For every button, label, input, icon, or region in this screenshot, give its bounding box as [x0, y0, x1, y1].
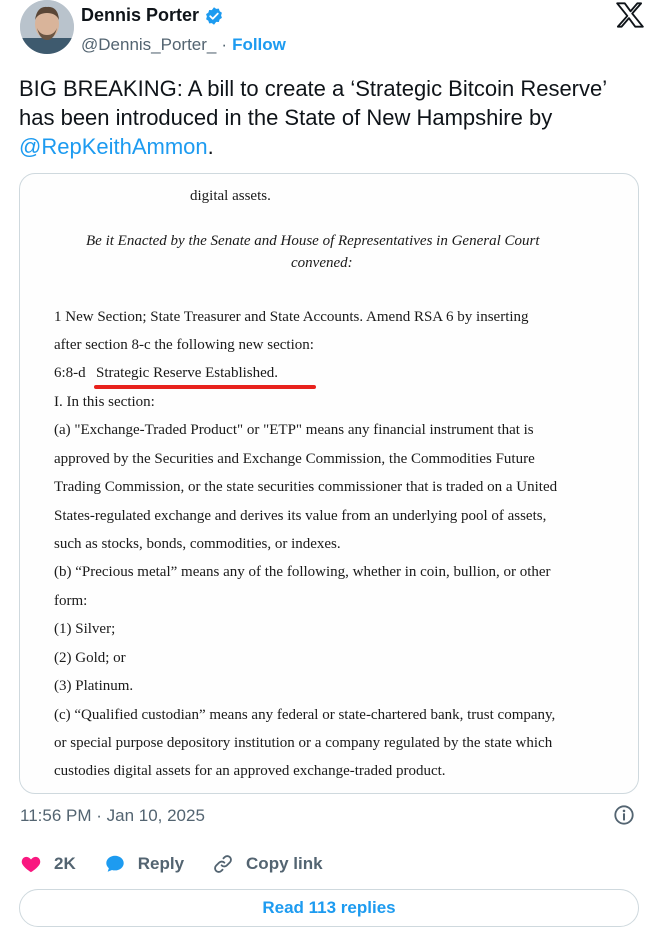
verified-badge-icon [204, 6, 224, 26]
doc-line: (b) “Precious metal” means any of the following, whether in coin, bullion, or other [54, 564, 551, 580]
reply-label: Reply [137, 854, 185, 873]
doc-line: or special purpose depository institution or a company regulated by the state which [54, 735, 553, 751]
doc-line: approved by the Securities and Exchange Commission, the Commodities Future [54, 451, 535, 467]
read-replies-button[interactable]: Read 113 replies [19, 889, 639, 927]
display-name[interactable]: Dennis Porter [81, 5, 200, 25]
author-handle[interactable]: @Dennis_Porter_ [81, 35, 217, 54]
doc-line: I. In this section: [54, 394, 155, 410]
doc-line: after section 8-c the following new section: [54, 337, 314, 353]
doc-line: States-regulated exchange and derives its value from an underlying pool of assets, [54, 508, 547, 524]
doc-list-item: (2) Gold; or [54, 650, 126, 666]
doc-line: form: [54, 593, 88, 609]
reply-button[interactable] [104, 853, 184, 875]
doc-line: such as stocks, bonds, commodities, or indexes. [54, 536, 341, 552]
doc-enactment-line: Be it Enacted by the Senate and House of Representatives in General Court [86, 233, 540, 249]
mention-link[interactable]: @RepKeithAmmon [19, 134, 208, 159]
heart-icon [20, 853, 42, 875]
doc-enactment-line: convened: [291, 255, 353, 271]
attached-document-image[interactable] [19, 173, 639, 794]
copy-link-label: Copy link [246, 854, 323, 873]
doc-line: Trading Commission, or the state securities commissioner that is traded on a United [54, 479, 558, 495]
tweet-text [19, 74, 644, 161]
copy-link-button[interactable] [212, 853, 323, 875]
link-icon [212, 853, 234, 875]
doc-list-item: (3) Platinum. [54, 678, 134, 694]
doc-section-title: Strategic Reserve Established. [96, 365, 279, 381]
separator-dot: · [221, 35, 228, 54]
doc-line: 1 New Section; State Treasurer and State Accounts. Amend RSA 6 by inserting [54, 309, 529, 325]
tweet-timestamp[interactable]: 11:56 PM · Jan 10, 2025 [20, 806, 205, 825]
x-logo-icon[interactable] [616, 2, 644, 28]
tweet-text-end: . [207, 134, 214, 159]
doc-line: custodies digital assets for an approved exchange-traded product. [54, 763, 446, 779]
doc-line: (a) "Exchange-Traded Product" or "ETP" means any financial instrument that is [54, 422, 534, 438]
doc-section-number: 6:8-d [54, 365, 86, 381]
tweet-body: BIG BREAKING: A bill to create a ‘Strategic Bitcoin Reserve’ has been introduced in the State of New Hampshire by [19, 76, 607, 130]
highlight-underline [94, 385, 316, 389]
doc-list-item: (1) Silver; [54, 621, 116, 637]
doc-line: (c) “Qualified custodian” means any federal or state-chartered bank, trust company, [54, 707, 556, 723]
follow-button[interactable]: Follow [232, 35, 286, 54]
like-count: 2K [54, 854, 76, 873]
avatar[interactable] [20, 0, 74, 54]
doc-line: digital assets. [190, 188, 271, 204]
bill-document [20, 174, 638, 793]
info-icon[interactable] [613, 804, 635, 826]
tweet-header [20, 0, 644, 62]
tweet-actions [20, 850, 351, 878]
reply-bubble-icon [104, 853, 126, 875]
like-button[interactable] [20, 853, 76, 875]
